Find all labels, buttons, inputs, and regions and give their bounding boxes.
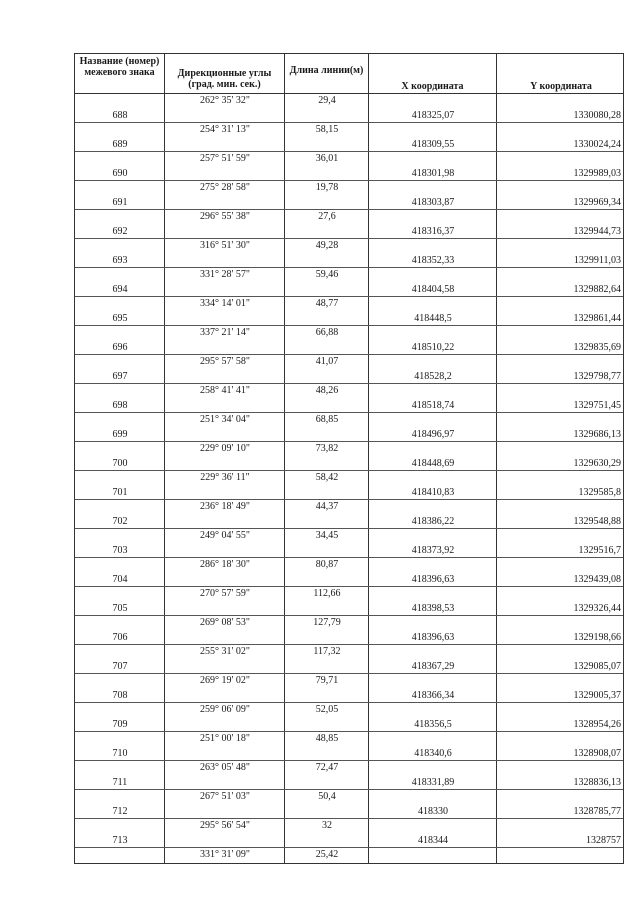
direction-angle: 251° 00' 18" xyxy=(200,733,250,744)
segment-row xyxy=(75,529,623,544)
line-length: 36,01 xyxy=(315,153,339,164)
line-length: 41,07 xyxy=(315,356,339,367)
y-coordinate: 1329585,8 xyxy=(578,486,621,498)
segment-row xyxy=(75,819,623,834)
table-row xyxy=(75,718,623,733)
segment-row xyxy=(75,355,623,370)
boundary-mark-name: 703 xyxy=(112,544,128,556)
boundary-mark-name: 709 xyxy=(112,718,128,730)
line-length: 49,28 xyxy=(315,240,339,251)
y-coordinate: 1329882,64 xyxy=(573,283,621,295)
line-length: 117,32 xyxy=(313,646,341,657)
table-row xyxy=(75,399,623,414)
line-length: 50,4 xyxy=(318,791,336,802)
table-row xyxy=(75,544,623,559)
x-coordinate: 418325,07 xyxy=(411,109,455,121)
direction-angle: 267° 51' 03" xyxy=(200,791,250,802)
direction-angle: 270° 57' 59" xyxy=(200,588,250,599)
direction-angle: 249° 04' 55" xyxy=(200,530,250,541)
direction-angle: 331° 31' 09" xyxy=(200,849,250,860)
segment-row xyxy=(75,152,623,167)
line-length: 73,82 xyxy=(315,443,339,454)
segment-row xyxy=(75,848,623,863)
line-length: 34,45 xyxy=(315,530,339,541)
boundary-mark-name: 707 xyxy=(112,660,128,672)
x-coordinate: 418367,29 xyxy=(411,660,455,672)
boundary-mark-name: 701 xyxy=(112,486,128,498)
line-length: 19,78 xyxy=(315,182,339,193)
segment-row xyxy=(75,703,623,718)
y-coordinate: 1329751,45 xyxy=(573,399,621,411)
y-coordinate: 1328785,77 xyxy=(573,805,621,817)
y-coordinate: 1329548,88 xyxy=(573,515,621,527)
table-row xyxy=(75,573,623,588)
table-row xyxy=(75,196,623,211)
table-body xyxy=(74,94,624,864)
header-length: Длина линии(м) xyxy=(285,54,369,93)
line-length: 48,26 xyxy=(315,385,339,396)
direction-angle: 275° 28' 58" xyxy=(200,182,250,193)
segment-row xyxy=(75,616,623,631)
y-coordinate: 1330080,28 xyxy=(573,109,621,121)
boundary-mark-name: 694 xyxy=(112,283,128,295)
direction-angle: 269° 08' 53" xyxy=(200,617,250,628)
table-row xyxy=(75,486,623,501)
x-coordinate: 418344 xyxy=(418,834,448,846)
y-coordinate: 1329198,66 xyxy=(573,631,621,643)
table-row xyxy=(75,138,623,153)
x-coordinate: 418330 xyxy=(418,805,448,817)
x-coordinate: 418366,34 xyxy=(411,689,455,701)
direction-angle: 255° 31' 02" xyxy=(200,646,250,657)
line-length: 80,87 xyxy=(315,559,339,570)
segment-row xyxy=(75,500,623,515)
direction-angle: 229° 09' 10" xyxy=(200,443,250,454)
y-coordinate: 1329326,44 xyxy=(573,602,621,614)
table-row xyxy=(75,167,623,182)
direction-angle: 286° 18' 30" xyxy=(200,559,250,570)
table-row xyxy=(75,515,623,530)
boundary-mark-name: 688 xyxy=(112,109,128,121)
boundary-mark-name: 690 xyxy=(112,167,128,179)
segment-row xyxy=(75,413,623,428)
table-row xyxy=(75,631,623,646)
boundary-mark-name: 706 xyxy=(112,631,128,643)
y-coordinate: 1329686,13 xyxy=(573,428,621,440)
y-coordinate: 1328954,26 xyxy=(573,718,621,730)
line-length: 48,85 xyxy=(315,733,339,744)
direction-angle: 229° 36' 11" xyxy=(200,472,250,483)
x-coordinate: 418356,5 xyxy=(414,718,452,730)
x-coordinate: 418510,22 xyxy=(411,341,455,353)
direction-angle: 269° 19' 02" xyxy=(200,675,250,686)
y-coordinate: 1329439,08 xyxy=(573,573,621,585)
x-coordinate: 418398,53 xyxy=(411,602,455,614)
boundary-mark-name: 697 xyxy=(112,370,128,382)
segment-row xyxy=(75,790,623,805)
x-coordinate: 418331,89 xyxy=(411,776,455,788)
direction-angle: 296° 55' 38" xyxy=(200,211,250,222)
boundary-mark-name: 700 xyxy=(112,457,128,469)
x-coordinate: 418448,69 xyxy=(411,457,455,469)
y-coordinate: 1329835,69 xyxy=(573,341,621,353)
segment-row xyxy=(75,645,623,660)
line-length: 66,88 xyxy=(315,327,339,338)
x-coordinate: 418410,83 xyxy=(411,486,455,498)
x-coordinate: 418528,2 xyxy=(414,370,452,382)
y-coordinate: 1328836,13 xyxy=(573,776,621,788)
table-row xyxy=(75,689,623,704)
boundary-mark-name: 689 xyxy=(112,138,128,150)
y-coordinate: 1328908,07 xyxy=(573,747,621,759)
segment-row xyxy=(75,94,623,109)
x-coordinate: 418396,63 xyxy=(411,573,455,585)
line-length: 32 xyxy=(322,820,332,831)
boundary-mark-name: 695 xyxy=(112,312,128,324)
x-coordinate: 418386,22 xyxy=(411,515,455,527)
line-length: 112,66 xyxy=(313,588,341,599)
segment-row xyxy=(75,471,623,486)
x-coordinate: 418496,97 xyxy=(411,428,455,440)
segment-row xyxy=(75,384,623,399)
x-coordinate: 418309,55 xyxy=(411,138,455,150)
y-coordinate: 1328757 xyxy=(586,834,621,846)
y-coordinate: 1330024,24 xyxy=(573,138,621,150)
segment-row xyxy=(75,674,623,689)
boundary-mark-name: 708 xyxy=(112,689,128,701)
y-coordinate: 1329989,03 xyxy=(573,167,621,179)
y-coordinate: 1329911,03 xyxy=(573,254,621,266)
direction-angle: 251° 34' 04" xyxy=(200,414,250,425)
segment-row xyxy=(75,761,623,776)
table-row xyxy=(75,660,623,675)
line-length: 127,79 xyxy=(313,617,341,628)
y-coordinate: 1329944,73 xyxy=(573,225,621,237)
x-coordinate: 418301,98 xyxy=(411,167,455,179)
direction-angle: 316° 51' 30" xyxy=(200,240,250,251)
segment-row xyxy=(75,442,623,457)
table-row xyxy=(75,109,623,124)
table-row xyxy=(75,370,623,385)
y-coordinate: 1329085,07 xyxy=(573,660,621,672)
x-coordinate: 418316,37 xyxy=(411,225,455,237)
line-length: 68,85 xyxy=(315,414,339,425)
segment-row xyxy=(75,239,623,254)
line-length: 79,71 xyxy=(315,675,339,686)
direction-angle: 263° 05' 48" xyxy=(200,762,250,773)
table-row xyxy=(75,254,623,269)
x-coordinate: 418373,92 xyxy=(411,544,455,556)
boundary-mark-name: 696 xyxy=(112,341,128,353)
direction-angle: 254° 31' 13" xyxy=(200,124,250,135)
table-row xyxy=(75,834,623,849)
y-coordinate: 1329861,44 xyxy=(573,312,621,324)
x-coordinate: 418340,6 xyxy=(414,747,452,759)
boundary-mark-name: 699 xyxy=(112,428,128,440)
direction-angle: 295° 56' 54" xyxy=(200,820,250,831)
segment-row xyxy=(75,558,623,573)
direction-angle: 236° 18' 49" xyxy=(200,501,250,512)
y-coordinate: 1329969,34 xyxy=(573,196,621,208)
direction-angle: 259° 06' 09" xyxy=(200,704,250,715)
segment-row xyxy=(75,210,623,225)
table-row xyxy=(75,776,623,791)
table-row xyxy=(75,428,623,443)
line-length: 25,42 xyxy=(315,849,339,860)
y-coordinate: 1329798,77 xyxy=(573,370,621,382)
header-name: Название (номер) межевого знака xyxy=(75,54,165,93)
direction-angle: 331° 28' 57" xyxy=(200,269,250,280)
table-header xyxy=(74,53,624,94)
line-length: 29,4 xyxy=(318,95,336,106)
table-row xyxy=(75,805,623,820)
segment-row xyxy=(75,123,623,138)
boundary-mark-name: 705 xyxy=(112,602,128,614)
line-length: 58,42 xyxy=(315,472,339,483)
table-row xyxy=(75,602,623,617)
boundary-mark-name: 710 xyxy=(112,747,128,759)
header-x: X координата xyxy=(369,54,497,93)
x-coordinate: 418448,5 xyxy=(414,312,452,324)
boundary-mark-name: 692 xyxy=(112,225,128,237)
direction-angle: 334° 14' 01" xyxy=(200,298,250,309)
line-length: 27,6 xyxy=(318,211,336,222)
line-length: 59,46 xyxy=(315,269,339,280)
header-angle: Дирекционные углы (град. мин. сек.) xyxy=(165,54,285,93)
line-length: 52,05 xyxy=(315,704,339,715)
boundary-mark-name: 712 xyxy=(112,805,128,817)
table-row xyxy=(75,225,623,240)
y-coordinate: 1329630,29 xyxy=(573,457,621,469)
line-length: 58,15 xyxy=(315,124,339,135)
y-coordinate: 1329005,37 xyxy=(573,689,621,701)
boundary-mark-name: 698 xyxy=(112,399,128,411)
x-coordinate: 418396,63 xyxy=(411,631,455,643)
segment-row xyxy=(75,732,623,747)
segment-row xyxy=(75,326,623,341)
line-length: 72,47 xyxy=(315,762,339,773)
segment-row xyxy=(75,268,623,283)
direction-angle: 337° 21' 14" xyxy=(200,327,250,338)
segment-row xyxy=(75,587,623,602)
boundary-mark-name: 704 xyxy=(112,573,128,585)
boundary-mark-name: 702 xyxy=(112,515,128,527)
header-y: Y координата xyxy=(530,81,592,92)
direction-angle: 295° 57' 58" xyxy=(200,356,250,367)
x-coordinate: 418352,33 xyxy=(411,254,455,266)
x-coordinate: 418518,74 xyxy=(411,399,455,411)
coordinates-table xyxy=(74,53,624,864)
y-coordinate: 1329516,7 xyxy=(578,544,621,556)
boundary-mark-name: 711 xyxy=(112,776,128,788)
table-row xyxy=(75,312,623,327)
boundary-mark-name: 713 xyxy=(112,834,128,846)
x-coordinate: 418303,87 xyxy=(411,196,455,208)
x-coordinate: 418404,58 xyxy=(411,283,455,295)
boundary-mark-name: 693 xyxy=(112,254,128,266)
line-length: 44,37 xyxy=(315,501,339,512)
direction-angle: 257° 51' 59" xyxy=(200,153,250,164)
direction-angle: 262° 35' 32" xyxy=(200,95,250,106)
line-length: 48,77 xyxy=(315,298,339,309)
table-row xyxy=(75,341,623,356)
segment-row xyxy=(75,297,623,312)
segment-row xyxy=(75,181,623,196)
table-row xyxy=(75,283,623,298)
boundary-mark-name: 691 xyxy=(112,196,128,208)
direction-angle: 258° 41' 41" xyxy=(200,385,250,396)
table-row xyxy=(75,747,623,762)
table-row xyxy=(75,457,623,472)
